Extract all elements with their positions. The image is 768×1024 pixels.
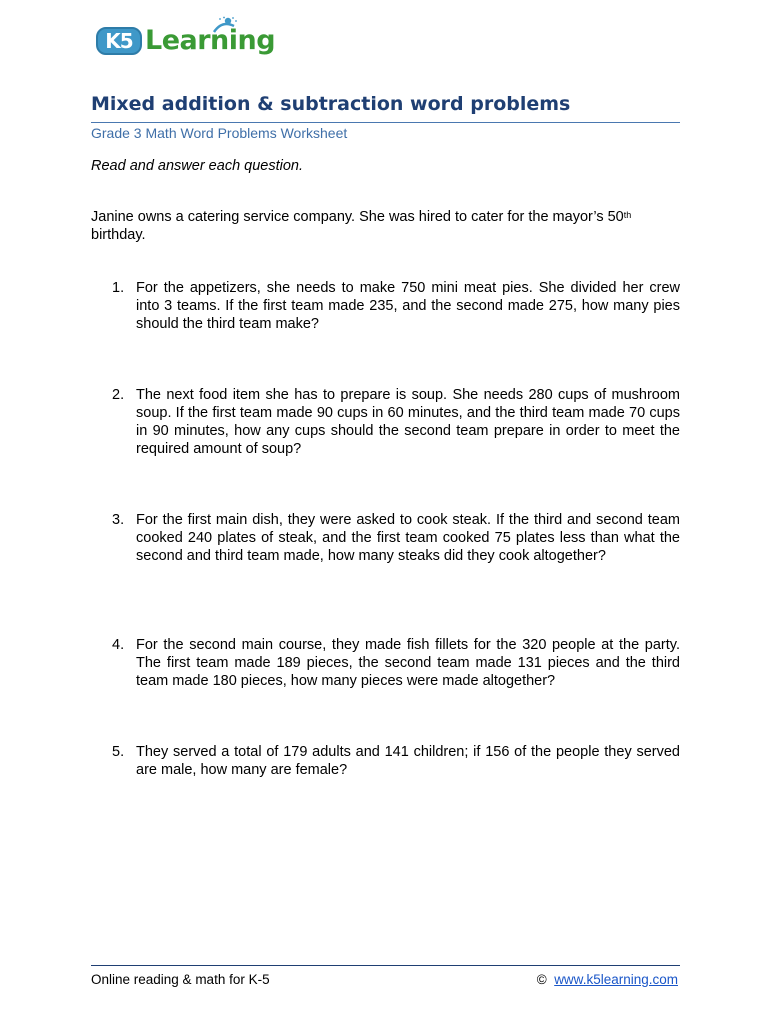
question-item [112,636,680,690]
question-text: The next food item she has to prepare is soup. She needs 280 cups of mushroom soup. If the first team made 90 cups in 60 minutes, and the third team made 70 cups in 90 minutes, how any cups should the second team prepare in order to meet the required amount of soup? [136,387,680,457]
logo-figure-icon [200,16,240,38]
footer-divider [91,965,680,966]
question-item [112,511,680,565]
intro-superscript: th [623,210,632,220]
question-item [112,279,680,333]
question-number: 5. [112,744,125,760]
intro-paragraph [91,208,681,244]
k5-learning-logo [92,16,276,60]
worksheet-subtitle: Grade 3 Math Word Problems Worksheet [91,125,348,141]
website-link[interactable]: www.k5learning.com [554,972,678,987]
title-divider [91,122,680,123]
intro-text: Janine owns a catering service company. She was hired to cater for the mayor’s 50 [91,209,624,225]
copyright-symbol: © [536,972,547,987]
question-number: 2. [112,387,125,403]
intro-text-end: birthday. [91,227,146,243]
question-text: For the first main dish, they were asked to cook steak. If the third and second team cooked 240 plates of steak, and the first team cooked 75 plates less than what the second and third team made, how many steaks did they cook altogether? [136,512,680,564]
question-item [112,743,680,779]
footer-copyright [537,971,678,989]
question-number: 4. [112,637,125,653]
question-number: 3. [112,512,125,528]
worksheet-title: Mixed addition & subtraction word problems [91,93,571,115]
instruction-text: Read and answer each question. [91,158,304,174]
question-item [112,386,680,458]
logo-wordmark: Learning [145,25,276,56]
footer-tagline: Online reading & math for K-5 [91,972,270,987]
question-number: 1. [112,280,125,296]
question-text: For the second main course, they made fish fillets for the 320 people at the party. The first team made 189 pieces, the second team made 131 pieces and the third team made 180 pieces, how many pieces were made altogether? [136,637,680,689]
question-text: For the appetizers, she needs to make 750 mini meat pies. She divided her crew into 3 teams. If the first team made 235, and the second made 275, how many pies should the third team make? [136,280,680,332]
question-text: They served a total of 179 adults and 141 children; if 156 of the people they served are male, how many are female? [136,744,680,778]
logo-badge: K5 [96,27,142,55]
